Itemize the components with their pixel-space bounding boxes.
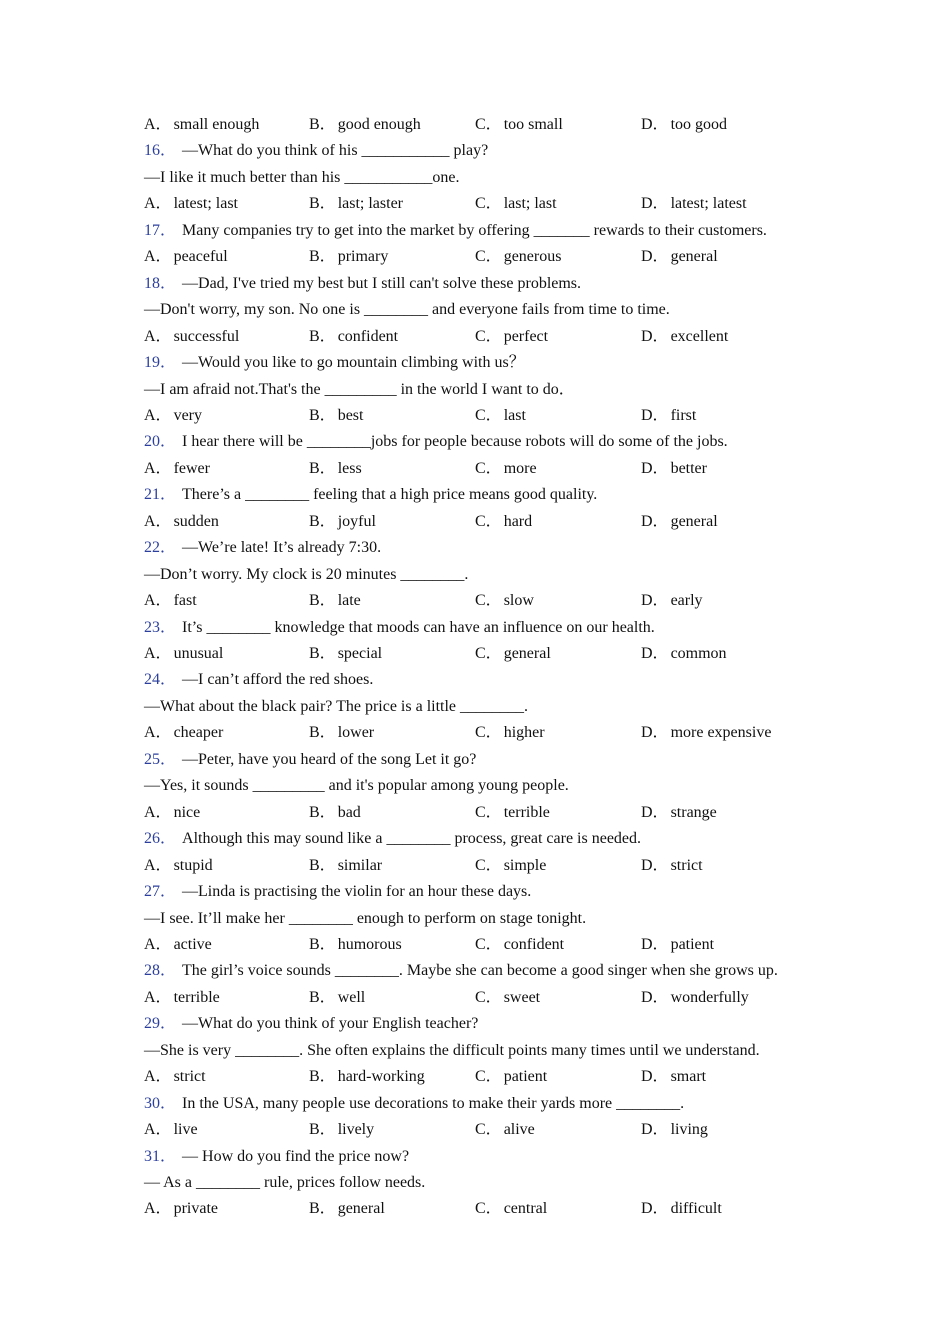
option-letter: B．: [309, 512, 336, 530]
option-text: successful: [173, 327, 240, 345]
option-letter: C．: [475, 988, 502, 1006]
option-c: [475, 1121, 535, 1139]
option-d: [641, 804, 717, 822]
option-c: [475, 1200, 547, 1218]
dialogue-line: —Don't worry, my son. No one is ________ and everyone fails from time to time.: [144, 301, 670, 319]
question-text: —Peter, have you heard of the song Let it go?: [182, 750, 477, 768]
question-number: 25．: [144, 750, 177, 768]
option-text: lower: [337, 724, 375, 742]
option-letter: C．: [475, 1200, 502, 1218]
option-a: [144, 857, 213, 875]
option-text: nice: [173, 803, 201, 821]
dialogue-line: —Don’t worry. My clock is 20 minutes ________.: [144, 565, 469, 583]
option-d: [641, 857, 703, 875]
option-text: joyful: [337, 512, 376, 530]
option-d: [641, 460, 707, 478]
question-line: [144, 222, 824, 240]
option-text: strict: [670, 856, 703, 874]
option-d: [641, 936, 714, 954]
option-letter: C．: [475, 592, 502, 610]
option-text: more expensive: [670, 724, 772, 742]
option-letter: D．: [641, 1068, 669, 1086]
question-line: [144, 275, 824, 293]
option-text: private: [173, 1200, 218, 1218]
option-letter: A．: [144, 592, 172, 610]
option-c: [475, 804, 550, 822]
question-number: 21．: [144, 486, 177, 504]
option-letter: D．: [641, 116, 669, 133]
option-d: [641, 1200, 722, 1218]
question-number: 23．: [144, 618, 177, 636]
option-letter: D．: [641, 856, 669, 874]
option-text: first: [670, 406, 697, 424]
option-text: patient: [503, 1068, 548, 1086]
question-line: [144, 1015, 824, 1033]
option-text: very: [173, 406, 202, 424]
question-text: — How do you find the price now?: [182, 1147, 410, 1165]
option-letter: C．: [475, 195, 502, 213]
question-number: 22．: [144, 539, 177, 557]
question-line: [144, 883, 824, 901]
option-c: [475, 116, 563, 134]
option-c: [475, 248, 561, 266]
question-text: —Dad, I've tried my best but I still can't solve these problems.: [182, 274, 582, 292]
option-letter: C．: [475, 1121, 502, 1139]
option-letter: C．: [475, 1068, 502, 1086]
dialogue-line: — As a ________ rule, prices follow needs.: [144, 1174, 426, 1191]
option-text: wonderfully: [670, 988, 749, 1006]
option-letter: C．: [475, 724, 502, 742]
option-letter: C．: [475, 856, 502, 874]
option-d: [641, 645, 727, 663]
option-letter: A．: [144, 856, 172, 874]
question-text: —Would you like to go mountain climbing with us？: [182, 354, 525, 372]
option-letter: C．: [475, 327, 502, 345]
option-a: [144, 936, 212, 954]
option-letter: C．: [475, 459, 502, 477]
option-letter: A．: [144, 1200, 172, 1218]
option-text: primary: [337, 248, 389, 266]
question-text: Although this may sound like a ________ process, great care is needed.: [182, 830, 642, 848]
option-b: [309, 407, 363, 425]
option-letter: D．: [641, 592, 669, 610]
option-text: peaceful: [173, 248, 228, 266]
option-text: strange: [670, 803, 717, 821]
option-text: late: [337, 592, 361, 610]
option-letter: D．: [641, 248, 669, 266]
question-line: [144, 751, 824, 769]
option-a: [144, 1200, 218, 1218]
option-b: [309, 724, 374, 742]
question-line: [144, 1095, 824, 1113]
option-text: well: [337, 988, 366, 1006]
option-b: [309, 328, 398, 346]
option-letter: A．: [144, 724, 172, 742]
question-text: The girl’s voice sounds ________. Maybe she can become a good singer when she grows up.: [182, 962, 778, 980]
option-letter: B．: [309, 248, 336, 266]
option-text: strict: [173, 1068, 206, 1086]
option-d: [641, 328, 728, 346]
question-line: [144, 962, 824, 980]
option-letter: D．: [641, 645, 669, 662]
question-text: Many companies try to get into the market by offering _______ rewards to their customers.: [182, 221, 767, 239]
question-number: 24．: [144, 671, 177, 689]
question-text: —What do you think of his ___________ play?: [182, 142, 489, 160]
option-a: [144, 328, 239, 346]
option-letter: B．: [309, 406, 336, 424]
option-b: [309, 513, 376, 531]
option-letter: A．: [144, 645, 172, 662]
option-text: general: [337, 1200, 385, 1218]
question-number: 28．: [144, 962, 177, 980]
option-d: [641, 724, 771, 742]
option-text: too small: [503, 116, 563, 133]
option-letter: A．: [144, 803, 172, 821]
option-text: common: [670, 645, 727, 662]
option-letter: A．: [144, 459, 172, 477]
question-line: [144, 354, 824, 372]
option-letter: D．: [641, 406, 669, 424]
question-line: [144, 433, 824, 451]
option-b: [309, 804, 361, 822]
option-a: [144, 116, 259, 134]
option-letter: B．: [309, 592, 336, 610]
dialogue-line: —I am afraid not.That's the _________ in the world I want to do．: [144, 380, 575, 398]
question-line: [144, 671, 824, 689]
question-number: 31．: [144, 1147, 177, 1165]
option-text: better: [670, 459, 707, 477]
option-letter: D．: [641, 724, 669, 742]
question-number: 27．: [144, 883, 177, 901]
option-c: [475, 645, 551, 663]
option-b: [309, 1068, 425, 1086]
option-text: early: [670, 592, 703, 610]
question-line: [144, 1148, 824, 1166]
question-number: 29．: [144, 1015, 177, 1033]
option-d: [641, 592, 703, 610]
option-letter: B．: [309, 803, 336, 821]
option-text: cheaper: [173, 724, 224, 742]
option-text: too good: [670, 116, 728, 133]
option-letter: A．: [144, 935, 172, 953]
option-letter: D．: [641, 988, 669, 1006]
option-c: [475, 460, 537, 478]
question-text: —We’re late! It’s already 7:30.: [182, 539, 382, 557]
option-letter: B．: [309, 1068, 336, 1086]
option-letter: A．: [144, 116, 172, 133]
question-text: I hear there will be ________jobs for people because robots will do some of the jobs.: [182, 433, 728, 451]
option-letter: B．: [309, 645, 336, 662]
option-letter: A．: [144, 512, 172, 530]
question-number: 18．: [144, 274, 177, 292]
option-b: [309, 195, 403, 213]
question-text: It’s ________ knowledge that moods can have an influence on our health.: [182, 618, 655, 636]
option-b: [309, 1200, 385, 1218]
option-d: [641, 1121, 708, 1139]
question-text: There’s a ________ feeling that a high price means good quality.: [182, 486, 598, 504]
option-text: excellent: [670, 327, 729, 345]
question-number: 17．: [144, 221, 177, 239]
option-letter: C．: [475, 803, 502, 821]
option-text: unusual: [173, 645, 224, 662]
option-letter: B．: [309, 724, 336, 742]
option-text: good enough: [337, 116, 421, 133]
option-b: [309, 116, 421, 134]
option-text: lively: [337, 1121, 375, 1139]
option-letter: B．: [309, 988, 336, 1006]
option-b: [309, 248, 388, 266]
dialogue-line: —She is very ________. She often explains the difficult points many times until we understand.: [144, 1041, 760, 1059]
option-letter: D．: [641, 935, 669, 953]
option-letter: C．: [475, 645, 502, 662]
option-c: [475, 857, 546, 875]
option-letter: B．: [309, 1121, 336, 1139]
option-text: sudden: [173, 512, 219, 530]
option-text: difficult: [670, 1200, 722, 1218]
option-text: terrible: [173, 988, 220, 1006]
option-letter: D．: [641, 1121, 669, 1139]
option-text: hard: [503, 512, 533, 530]
option-c: [475, 1068, 547, 1086]
option-a: [144, 989, 220, 1007]
option-a: [144, 724, 223, 742]
option-letter: D．: [641, 327, 669, 345]
dialogue-line: —Yes, it sounds _________ and it's popular among young people.: [144, 777, 569, 795]
question-text: In the USA, many people use decorations to make their yards more ________.: [182, 1094, 685, 1112]
question-number: 26．: [144, 830, 177, 848]
option-letter: D．: [641, 803, 669, 821]
option-c: [475, 989, 540, 1007]
question-line: [144, 539, 824, 557]
option-text: more: [503, 459, 537, 477]
option-b: [309, 645, 382, 663]
option-letter: C．: [475, 935, 502, 953]
option-text: best: [337, 406, 364, 424]
option-text: hard-working: [337, 1068, 425, 1086]
option-letter: B．: [309, 195, 336, 213]
option-letter: A．: [144, 988, 172, 1006]
option-a: [144, 592, 197, 610]
option-letter: A．: [144, 195, 172, 213]
question-number: 16．: [144, 142, 177, 160]
question-text: —What do you think of your English teacher?: [182, 1015, 479, 1033]
option-a: [144, 460, 210, 478]
option-text: bad: [337, 803, 361, 821]
option-d: [641, 407, 696, 425]
option-text: humorous: [337, 935, 402, 953]
option-c: [475, 936, 564, 954]
option-letter: C．: [475, 406, 502, 424]
option-a: [144, 513, 219, 531]
option-letter: D．: [641, 1200, 669, 1218]
option-letter: C．: [475, 248, 502, 266]
dialogue-line: —I like it much better than his ___________one.: [144, 168, 460, 186]
option-text: general: [670, 248, 718, 266]
option-letter: A．: [144, 1068, 172, 1086]
option-text: latest; latest: [670, 195, 747, 213]
option-text: patient: [670, 935, 715, 953]
question-number: 20．: [144, 433, 177, 451]
option-c: [475, 407, 526, 425]
option-letter: A．: [144, 1121, 172, 1139]
option-text: last; laster: [337, 195, 403, 213]
option-text: alive: [503, 1121, 535, 1139]
option-b: [309, 989, 365, 1007]
option-text: slow: [503, 592, 534, 610]
question-line: [144, 142, 824, 160]
option-d: [641, 248, 718, 266]
question-line: [144, 486, 824, 504]
option-text: special: [337, 645, 383, 662]
option-a: [144, 407, 202, 425]
dialogue-line: —I see. It’ll make her ________ enough to perform on stage tonight.: [144, 909, 587, 927]
option-text: fewer: [173, 459, 210, 477]
option-c: [475, 724, 545, 742]
option-letter: A．: [144, 406, 172, 424]
option-text: terrible: [503, 803, 550, 821]
option-letter: A．: [144, 248, 172, 266]
option-letter: B．: [309, 935, 336, 953]
option-letter: B．: [309, 856, 336, 874]
option-letter: C．: [475, 116, 502, 133]
option-text: last; last: [503, 195, 557, 213]
option-letter: C．: [475, 512, 502, 530]
option-text: generous: [503, 248, 562, 266]
option-text: higher: [503, 724, 545, 742]
option-b: [309, 592, 361, 610]
option-b: [309, 936, 402, 954]
option-text: smart: [670, 1068, 707, 1086]
option-b: [309, 460, 362, 478]
option-d: [641, 1068, 706, 1086]
question-line: [144, 619, 824, 637]
option-letter: B．: [309, 327, 336, 345]
option-text: living: [670, 1121, 708, 1139]
option-text: confident: [337, 327, 399, 345]
option-c: [475, 195, 557, 213]
option-a: [144, 248, 228, 266]
option-d: [641, 513, 718, 531]
option-text: sweet: [503, 988, 541, 1006]
question-text: —Linda is practising the violin for an hour these days.: [182, 883, 532, 901]
option-text: general: [503, 645, 551, 662]
option-b: [309, 1121, 374, 1139]
option-text: simple: [503, 856, 547, 874]
option-text: central: [503, 1200, 548, 1218]
option-text: similar: [337, 856, 383, 874]
option-text: fast: [173, 592, 197, 610]
option-a: [144, 1121, 198, 1139]
option-letter: A．: [144, 327, 172, 345]
option-d: [641, 195, 747, 213]
option-text: active: [173, 935, 212, 953]
option-d: [641, 116, 727, 134]
question-text: —I can’t afford the red shoes.: [182, 671, 374, 689]
question-number: 19．: [144, 354, 177, 372]
option-text: confident: [503, 935, 565, 953]
option-letter: B．: [309, 459, 336, 477]
option-text: small enough: [173, 116, 260, 133]
option-c: [475, 513, 532, 531]
option-text: live: [173, 1121, 198, 1139]
option-text: latest; last: [173, 195, 238, 213]
option-text: last: [503, 406, 526, 424]
dialogue-line: —What about the black pair? The price is a little ________.: [144, 697, 529, 715]
option-text: stupid: [173, 856, 213, 874]
option-a: [144, 195, 238, 213]
option-d: [641, 989, 749, 1007]
option-letter: D．: [641, 512, 669, 530]
option-text: perfect: [503, 327, 549, 345]
option-c: [475, 592, 534, 610]
option-a: [144, 1068, 206, 1086]
option-letter: B．: [309, 1200, 336, 1218]
question-number: 30．: [144, 1094, 177, 1112]
option-c: [475, 328, 548, 346]
question-line: [144, 830, 824, 848]
option-letter: B．: [309, 116, 336, 133]
option-text: general: [670, 512, 718, 530]
option-b: [309, 857, 382, 875]
option-a: [144, 804, 200, 822]
option-a: [144, 645, 223, 663]
option-letter: D．: [641, 459, 669, 477]
option-letter: D．: [641, 195, 669, 213]
option-text: less: [337, 459, 362, 477]
